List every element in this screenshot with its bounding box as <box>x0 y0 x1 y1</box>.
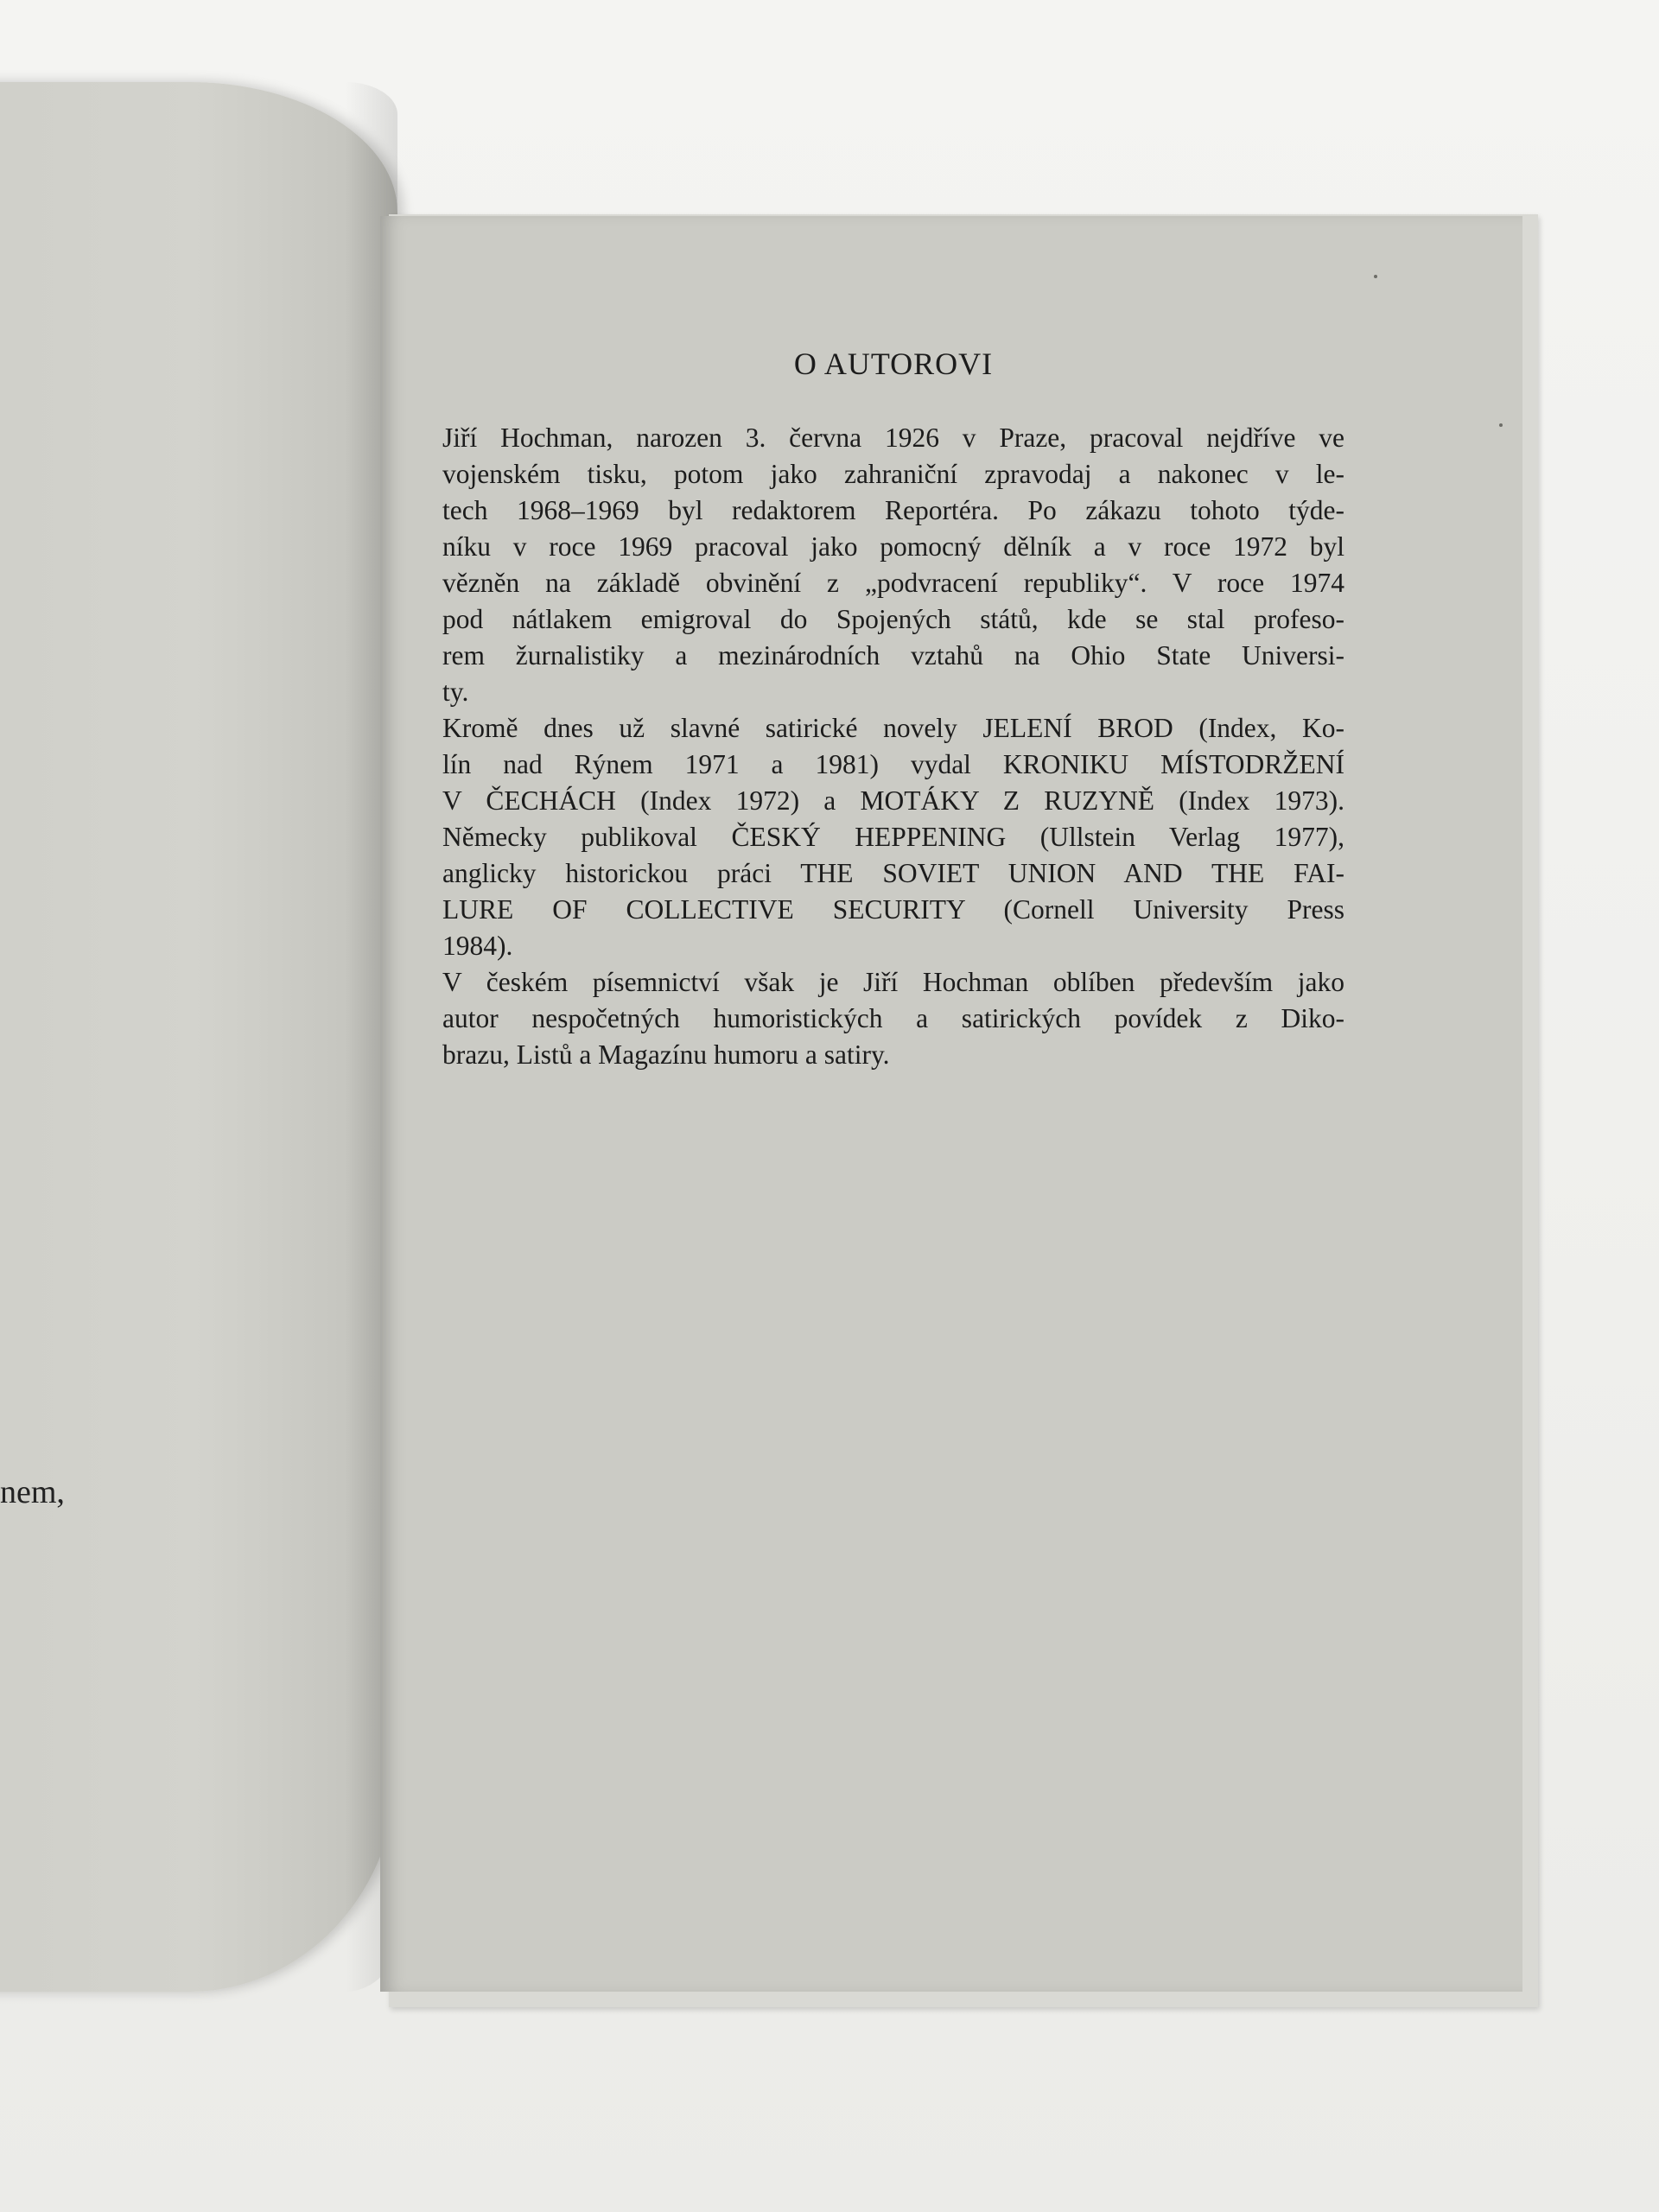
text-line: rem žurnalistiky a mezinárodních vztahů na Ohio State Universi- <box>442 640 1344 671</box>
text-line: lín nad Rýnem 1971 a 1981) vydal KRONIKU MÍSTODRŽENÍ <box>442 749 1344 779</box>
paragraph-works <box>442 710 1344 964</box>
paper-speck <box>1374 275 1377 278</box>
text-line: autor nespočetných humoristických a satirických povídek z Diko- <box>442 1003 1344 1033</box>
text-line: vězněn na základě obvinění z „podvracení republiky“. V roce 1974 <box>442 568 1344 598</box>
text-line: 1984). <box>442 931 513 961</box>
paragraph-reputation <box>442 964 1344 1073</box>
text-line: ty. <box>442 677 469 707</box>
text-line: V ČECHÁCH (Index 1972) a MOTÁKY Z RUZYNĚ (Index 1973). <box>442 785 1344 816</box>
text-line: brazu, Listů a Magazínu humoru a satiry. <box>442 1039 890 1070</box>
text-line: Jiří Hochman, narozen 3. června 1926 v Praze, pracoval nejdříve ve <box>442 423 1344 453</box>
text-line: níku v roce 1969 pracoval jako pomocný dělník a v roce 1972 byl <box>442 531 1344 562</box>
left-page <box>0 82 397 1992</box>
page-content <box>442 346 1344 1073</box>
text-line: tech 1968–1969 byl redaktorem Reportéra. Po zákazu tohoto týde- <box>442 495 1344 525</box>
text-line: Německy publikoval ČESKÝ HEPPENING (Ullstein Verlag 1977), <box>442 822 1344 852</box>
text-line: anglicky historickou práci THE SOVIET UNION AND THE FAI- <box>442 858 1344 888</box>
paper-speck <box>1499 423 1503 427</box>
text-line: vojenském tisku, potom jako zahraniční zpravodaj a nakonec v le- <box>442 459 1344 489</box>
page-heading: O AUTOROVI <box>793 346 994 381</box>
right-page <box>380 216 1522 1992</box>
paragraph-biography <box>442 420 1344 710</box>
text-line: V českém písemnictví však je Jiří Hochman oblíben především jako <box>442 967 1344 997</box>
text-line: LURE OF COLLECTIVE SECURITY (Cornell University Press <box>442 894 1344 925</box>
text-line: pod nátlakem emigroval do Spojených států, kde se stal profeso- <box>442 604 1344 634</box>
left-page-text-fragment: nem, <box>0 1474 65 1510</box>
text-line: Kromě dnes už slavné satirické novely JELENÍ BROD (Index, Ko- <box>442 713 1344 743</box>
